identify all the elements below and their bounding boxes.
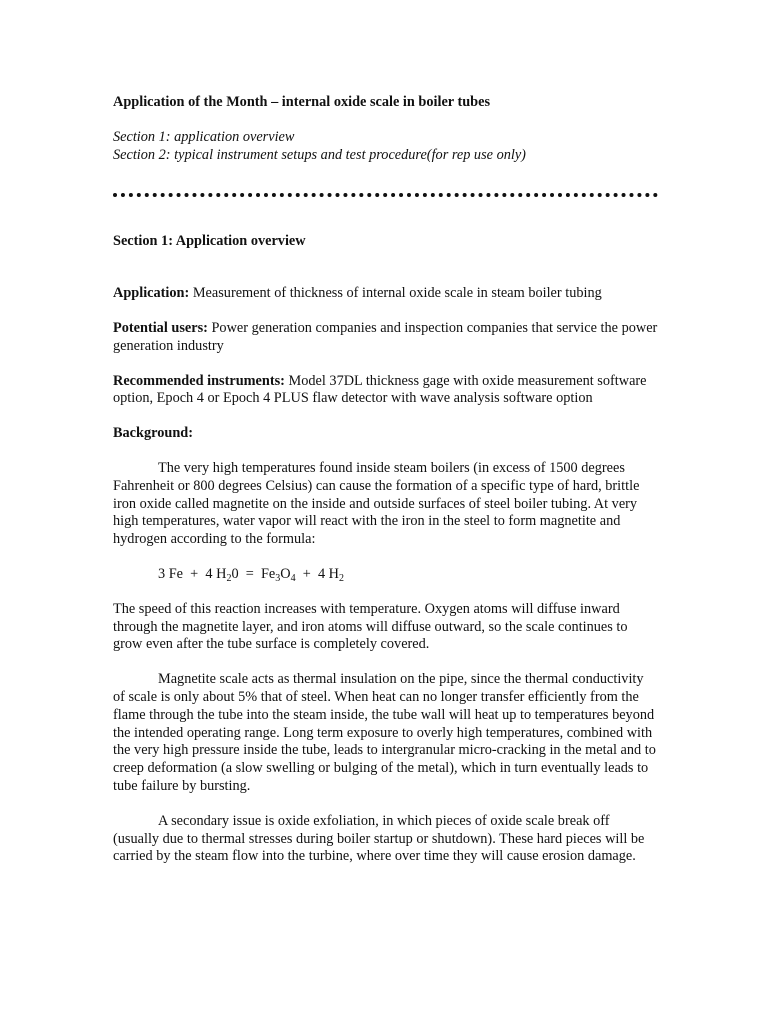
document-title: Application of the Month – internal oxide scale in boiler tubes — [113, 94, 491, 110]
background-paragraph-1: The very high temperatures found inside steam boilers (in excess of 1500 degrees Fahrenheit or 800 degrees Celsius) can cause the formation of a specific type of hard, brittle iron oxide called magnetite on the inside and outside surfaces of steel boiler tubing. At very high temperatures, water vapor will react with the iron in the steel to form magnetite and hydrogen according to the formula: — [113, 459, 640, 548]
toc-item-section-1: Section 1: application overview — [113, 128, 295, 145]
formula-subscript: 2 — [339, 572, 344, 584]
recommended-instruments-paragraph — [113, 373, 658, 409]
application-text: Measurement of thickness of internal oxide scale in steam boiler tubing — [189, 285, 602, 302]
background-paragraph-4: A secondary issue is oxide exfoliation, in which pieces of oxide scale break off (usually due to thermal stresses during boiler startup or shutdown). These hard pieces will be carried by the steam flow into the turbine, where over time they will cause erosion damage. — [113, 812, 645, 865]
formula-part: O — [280, 565, 291, 582]
formula-part: + 4 H — [295, 565, 339, 582]
chemical-formula — [113, 566, 658, 584]
potential-users-text: Power generation companies and inspection companies that service the power generation industry — [113, 319, 658, 354]
formula-subscript: 4 — [290, 572, 296, 584]
dotted-divider — [113, 193, 658, 197]
potential-users-paragraph — [113, 320, 658, 356]
potential-users-label: Potential users: — [113, 319, 208, 336]
toc-item-section-2: Section 2: typical instrument setups and test procedure(for rep use only) — [113, 146, 526, 163]
application-label: Application: — [113, 285, 190, 302]
application-paragraph — [113, 285, 658, 303]
section-1-heading: Section 1: Application overview — [113, 233, 306, 250]
document-page — [113, 94, 658, 866]
formula-subscript: 3 — [275, 572, 281, 584]
recommended-instruments-label: Recommended instruments: — [113, 372, 285, 389]
recommended-instruments-text: Model 37DL thickness gage with oxide measurement software option, Epoch 4 or Epoch 4 PLUS flaw detector with wave analysis software option — [113, 372, 647, 407]
background-paragraph-3: Magnetite scale acts as thermal insulation on the pipe, since the thermal conductivity of scale is only about 5% that of steel. When heat can no longer transfer efficiently from the flame through the tube into the steam inside, the tube wall will heat up to temperatures beyond the intended operating range. Long term exposure to overly high temperatures, combined with the very high pressure inside the tube, leads to intergranular micro-cracking in the metal and to creep deformation (a slow swelling or bulging of the metal), which in turn eventually leads to tube failure by bursting. — [113, 671, 656, 794]
background-heading: Background: — [113, 425, 193, 442]
formula-part: 0 = Fe — [231, 565, 276, 582]
formula-part: 3 Fe + 4 H — [158, 565, 227, 582]
formula-subscript: 2 — [226, 572, 232, 584]
background-paragraph-2: The speed of this reaction increases with temperature. Oxygen atoms will diffuse inward through the magnetite layer, and iron atoms will diffuse outward, so the scale continues to grow even after the tube surface is completely covered. — [113, 600, 628, 653]
